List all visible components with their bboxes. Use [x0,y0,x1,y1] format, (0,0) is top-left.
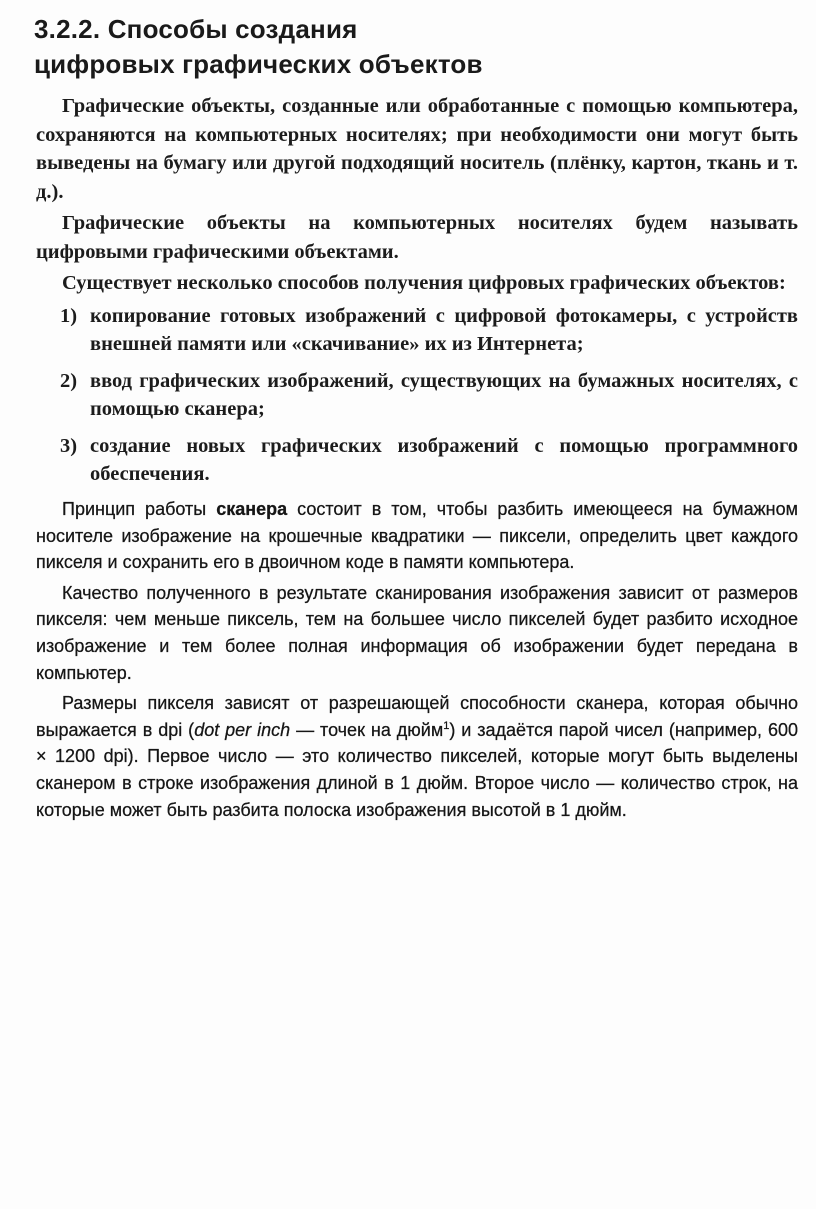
intro-paragraph-3: Существует несколько способов получения цифровых графических объектов: [62,272,786,294]
scanner-p3-start: Размеры пикселя зависят от разрешающей способности сканера, которая обычно выражается в dpi ( [36,693,798,740]
footnote-marker: 1 [443,719,450,732]
scanner-p1-start: Принцип работы [62,499,217,519]
methods-list-item [36,367,798,424]
section-title-line-2: цифровых графических объектов [34,49,483,79]
scanner-p3-mid: — точек на дюйм [290,719,444,740]
methods-item-text: создание новых графических изображений с помощью программного обеспечения. [90,434,798,485]
scanner-p1-end: состоит в том, чтобы разбить имеющееся на бумажном носителе изображение на крошечные квадратики — пиксели, определить цвет каждого пикселя и сохранить его в двоичном коде в памяти компьютера. [36,499,798,573]
methods-list-item [36,302,798,359]
scanner-paragraph-3 [36,690,798,823]
scanner-paragraph-1 [36,496,798,576]
scanner-block [36,496,798,827]
methods-list [36,302,798,489]
intro-paragraph-2: Графические объекты на компьютерных носителях будем называть цифровыми графическими объектами. [36,212,798,263]
scanner-paragraph-2: Качество полученного в результате сканирования изображения зависит от размеров пикселя: чем меньше пиксель, тем на большее число пикселей будет разбито исходное изображение и тем более полная информация об изображении будет передана в компьютер. [36,582,798,683]
intro-paragraph-1: Графические объекты, созданные или обработанные с помощью компьютера, сохраняются на компьютерных носителях; при необходимости они могут быть выведены на бумагу или другой подходящий носитель (плёнку, картон, ткань и т. д.). [36,95,798,203]
methods-list-item [36,432,798,489]
methods-item-number: 3) [60,434,78,457]
methods-item-number: 2) [60,369,78,392]
dpi-expansion: dot per inch [194,719,291,740]
section-number: 3.2.2. [34,14,101,44]
intro-block [36,92,798,497]
methods-item-text: ввод графических изображений, существующих на бумажных носителях, с помощью сканера; [90,369,798,420]
methods-item-text: копирование готовых изображений с цифровой фотокамеры, с устройств внешней памяти или «скачивание» их из Интернета; [90,304,798,355]
scanner-p3-end: ) и задаётся парой чисел (например, 600 × 1200 dpi). Первое число — это количество пикселей, которые могут быть выделены сканером в строке изображения длиной в 1 дюйм. Второе число — количество строк, на которые может быть разбита полоска изображения высотой в 1 дюйм. [36,719,798,820]
methods-item-number: 1) [60,304,78,327]
section-heading-line-1 [34,12,794,47]
section-title-line-1: Способы создания [107,14,358,44]
scanner-term: сканера [216,499,288,519]
section-heading [34,12,794,82]
